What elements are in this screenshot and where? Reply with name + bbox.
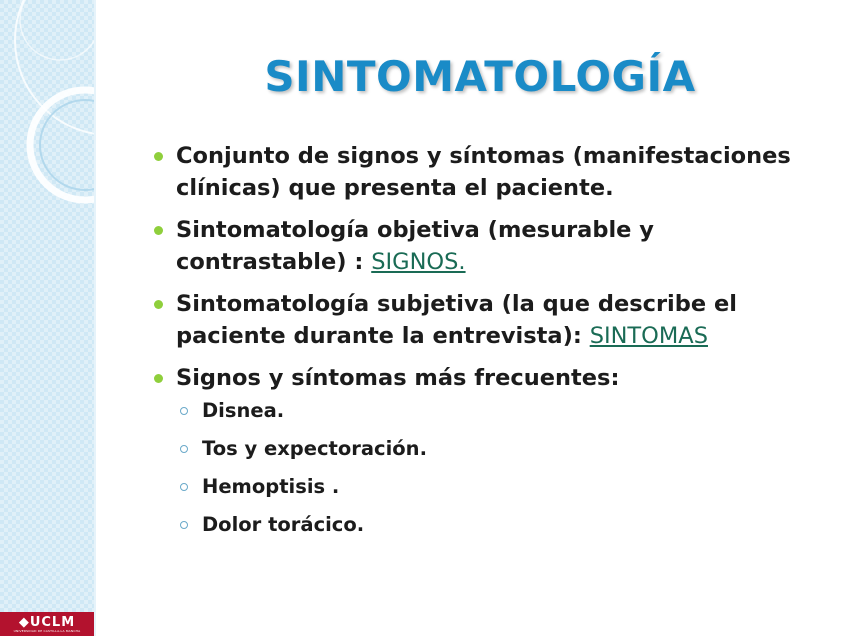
sub-bullet-text: Disnea. [202, 399, 285, 422]
ring-bullet-icon [180, 407, 188, 415]
bullet-dot-icon [154, 152, 163, 161]
uclm-logo [0, 612, 94, 636]
bullet-item-4 [152, 362, 822, 538]
bullet-dot-icon [154, 300, 163, 309]
sub-bullet-item [176, 474, 822, 500]
sub-bullet-item [176, 512, 822, 538]
slide-content [152, 140, 822, 550]
bullet-item-3 [152, 288, 822, 352]
sub-bullet-text: Hemoptisis . [202, 475, 340, 498]
sub-bullet-text: Dolor torácico. [202, 513, 365, 536]
bullet-text: Sintomatología subjetiva (la que describe el paciente durante la entrevista): [176, 291, 737, 349]
sintomas-link[interactable]: SINTOMAS [589, 323, 708, 349]
bullet-text: Signos y síntomas más frecuentes: [176, 365, 620, 391]
bullet-item-2 [152, 214, 822, 278]
sub-bullet-list [176, 398, 822, 538]
bullet-dot-icon [154, 226, 163, 235]
sub-bullet-item [176, 398, 822, 424]
slide-title: SINTOMATOLOGÍA [264, 52, 696, 101]
decorative-side-band [0, 0, 96, 636]
ring-bullet-icon [180, 521, 188, 529]
logo-mark: ◆UCLM [18, 614, 76, 630]
bullet-dot-icon [154, 374, 163, 383]
signos-link[interactable]: SIGNOS. [371, 249, 466, 275]
logo-subtitle: UNIVERSIDAD DE CASTILLA-LA MANCHA [13, 628, 81, 633]
bullet-item-1 [152, 140, 822, 204]
bullet-text: Conjunto de signos y síntomas (manifestaciones clínicas) que presenta el paciente. [176, 143, 791, 201]
decorative-circles-icon [0, 0, 94, 636]
ring-bullet-icon [180, 445, 188, 453]
sub-bullet-text: Tos y expectoración. [202, 437, 427, 460]
bullet-list [152, 140, 822, 538]
ring-bullet-icon [180, 483, 188, 491]
sub-bullet-item [176, 436, 822, 462]
bullet-text: Sintomatología objetiva (mesurable y contrastable) : [176, 217, 654, 275]
